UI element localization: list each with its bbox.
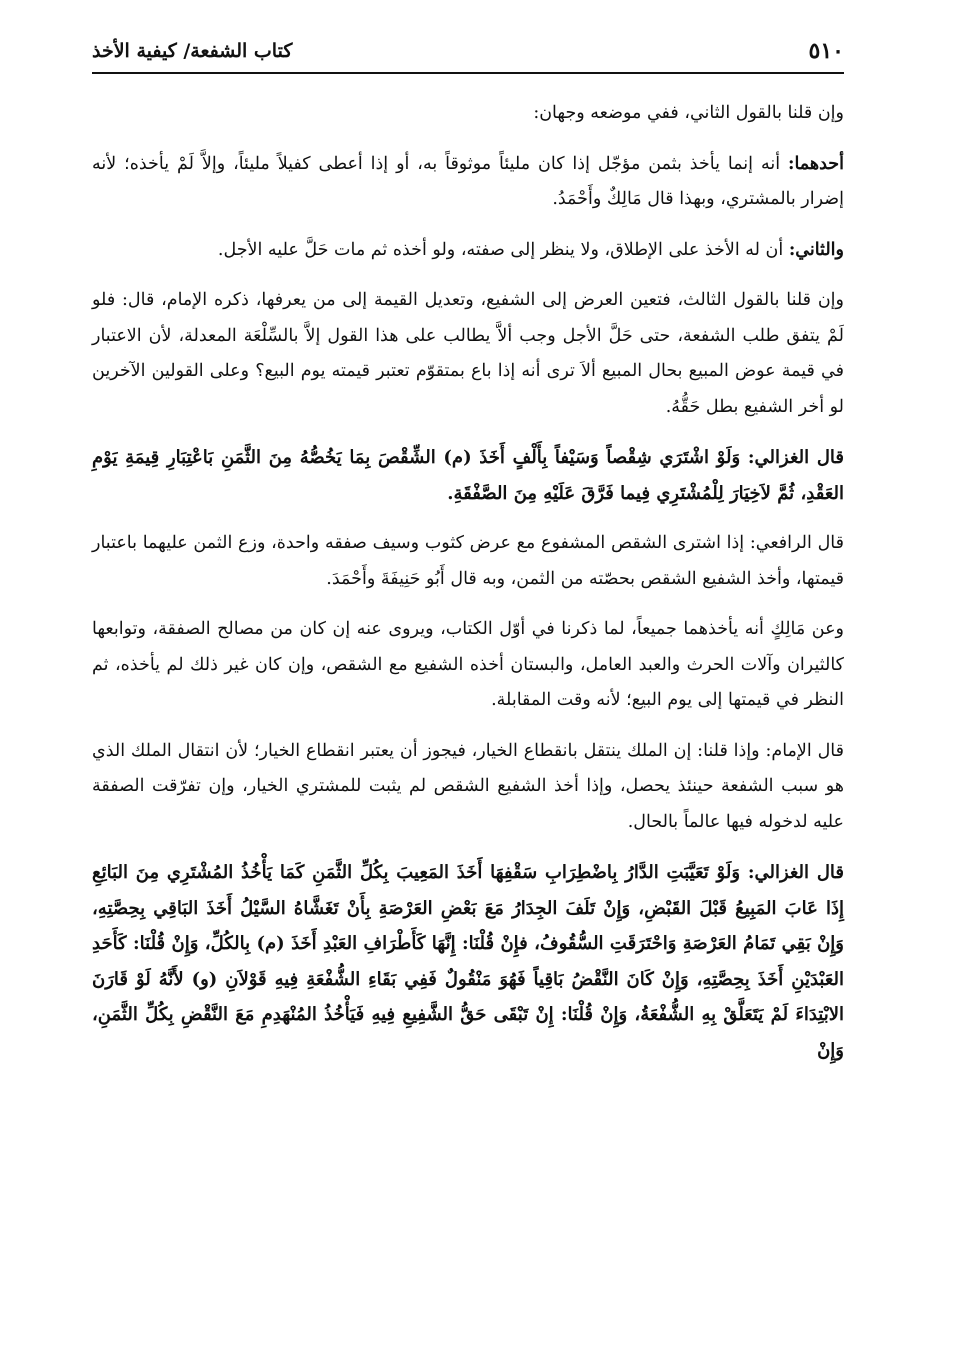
running-header xyxy=(92,38,844,74)
paragraph-8 xyxy=(92,734,844,841)
paragraph-lead: والثاني: xyxy=(788,239,844,260)
paragraph-lead: قال الغزالي: xyxy=(747,447,844,468)
paragraph-text: وإن قلنا بالقول الثالث، فتعين العرض إلى الشفيع، وتعديل القيمة إلى من يعرفها، ذكره الإمام، قال: فلو لَمْ يتفق طلب الشفعة، حتى حَلَّ الأجل وجب ألاَّ يطالب على هذا القول إلاَّ بالسِّلْعَة المعدلة، لأن الاعتبار في قيمة عوض المبيع بحال المبيع ألاَ ترى أنه إذا باع بمتقوّم تعتبر قيمته يوم البيع؟ وعلى القولين الآخرين لو أخر الشفيع بطل حَقُّهُ. xyxy=(92,290,844,417)
paragraph-2 xyxy=(92,147,844,218)
paragraph-text: وعن مَالِكٍ أنه يأخذهما جميعاً، لما ذكرنا في أوّل الكتاب، ويروى عنه إن كان من مصالح الصفقة، وتوابعها كالثيران وآلات الحرث والعبد العامل، والبستان أخذه الشفيع مع الشقص، وإن كان غير ذلك لم يأخذه، ثم النظر في قيمتها إلى يوم البيع؛ لأنه وقت المقابلة. xyxy=(92,619,844,710)
paragraph-text: أن له الأخذ على الإطلاق، ولا ينظر إلى صفته، ولو أخذه ثم مات حَلَّ عليه الأجل. xyxy=(217,239,789,260)
paragraph-3 xyxy=(92,233,844,269)
paragraph-4 xyxy=(92,283,844,425)
paragraph-6 xyxy=(92,526,844,597)
paragraph-text: أنه إنما يأخذ بثمن مؤجّل إذا كان مليئاً موثوقاً به، أو إذا أعطى كفيلاً مليئاً، وإلاَّ لَمْ يأخذه؛ لأنه إضرار بالمشتري، وبهذا قال مَالِكٌ وأَحْمَدُ. xyxy=(92,153,844,209)
paragraph-lead: قال الغزالي: xyxy=(747,862,844,883)
paragraph-1 xyxy=(92,96,844,132)
matn-text: وَلَوْ تَعَيَّبَتِ الدَّارُ بِاضْطِرَابِ سَقْفِهَا أَخَذَ المَعِيبَ بِكُلِّ الثَّمَنِ كَمَا يَأْخُذُ المُشْتَرِي مِنَ البَائِعِ إِذَا عَابَ المَبِيعُ قَبْلَ القَبْضِ، وَإِنْ تَلَفَ الجِدَارُ مَعَ بَعْضِ العَرْصَةِ بِأَنْ تَغَشَّاهُ السَّيْلُ أَخَذَ البَاقِي بِحِصَّتِهِ، وَإِنْ بَقِي تَمَامُ العَرْصَةِ وَاحْتَرَقَتِ السُّقُوفُ، فإِنْ قُلْنَا: إِنَّهَا كَأَطْرَافِ العَبْدِ أَخَذَ (م) بِالكُلِّ، وَإِنْ قُلْنَا: كَأَحَدِ العَبْدَيْنِ أَخَذَ بِحِصَّتِهِ، وَإِنْ كَانَ النَّقْضُ بَاقِياً فَهُوَ مَنْقُولٌ فَفِي بَقَاءِ الشُّفْعَةِ فِيهِ قَوْلاَنِ (و) لأَنَّهُ لَوْ قَارَنَ الابْتِدَاءَ لَمْ يَتَعَلَّقْ بِهِ الشُّفْعَةُ، وَإِنْ قُلْنَا: إِنْ تَبْقَى حَقُّ الشَّفِيعِ فِيهِ فَيَأْخُذُ المُنْهَدِمِ مَعَ النَّقْضِ بِكُلِّ الثَّمَنِ، وَإِنْ xyxy=(92,862,844,1061)
body-text xyxy=(92,96,844,1068)
paragraph-text: وإن قلنا بالقول الثاني، ففي موضعه وجهان: xyxy=(533,103,844,123)
paragraph-lead: أحدهما: xyxy=(787,153,844,174)
paragraph-text: قال الرافعي: إذا اشترى الشقص المشفوع مع عرض كثوب وسيف صفقه واحدة، وزع الثمن عليهما باعتبار قيمتها، وأخذ الشفيع الشقص بحصّته من الثمن، وبه قال أَبُو حَنِيفَةَ وأَحْمَدَ. xyxy=(92,533,844,589)
paragraph-text: قال الإمام: وإذا قلنا: إن الملك ينتقل بانقطاع الخيار، فيجوز أن يعتبر انقطاع الخيار؛ لأن انتقال الملك الذي هو سبب الشفعة حينئذ يحصل، وإذا أخذ الشفيع الشقص لم يثبت للمشتري الخيار، وإن تفرّقت الصفقة عليه لدخوله فيها عالماً بالحال. xyxy=(92,740,844,832)
paragraph-7 xyxy=(92,612,844,719)
page-number: ٥١٠ xyxy=(808,38,844,64)
paragraph-9-matn xyxy=(92,855,844,1068)
paragraph-5-matn xyxy=(92,440,844,511)
matn-text: وَلَوْ اشْتَرَي شِقْصاً وَسَيْفاً بِأَلْفٍ أَخَذَ (م) الشِّقْصَ بِمَا يَخُصُّهُ مِنَ الثَّمَنِ بَاعْتِبَارِ قِيمَةِ يَوْمِ العَقْدِ، ثُمَّ لاَخِيَارَ لِلْمُشْتَرِي فِيما فَرَّقَ عَلَيْهِ مِنَ الصَّفْقَةِ. xyxy=(92,447,844,504)
chapter-title: كتاب الشفعة/ كيفية الأخذ xyxy=(92,40,293,62)
book-page xyxy=(92,38,844,1083)
